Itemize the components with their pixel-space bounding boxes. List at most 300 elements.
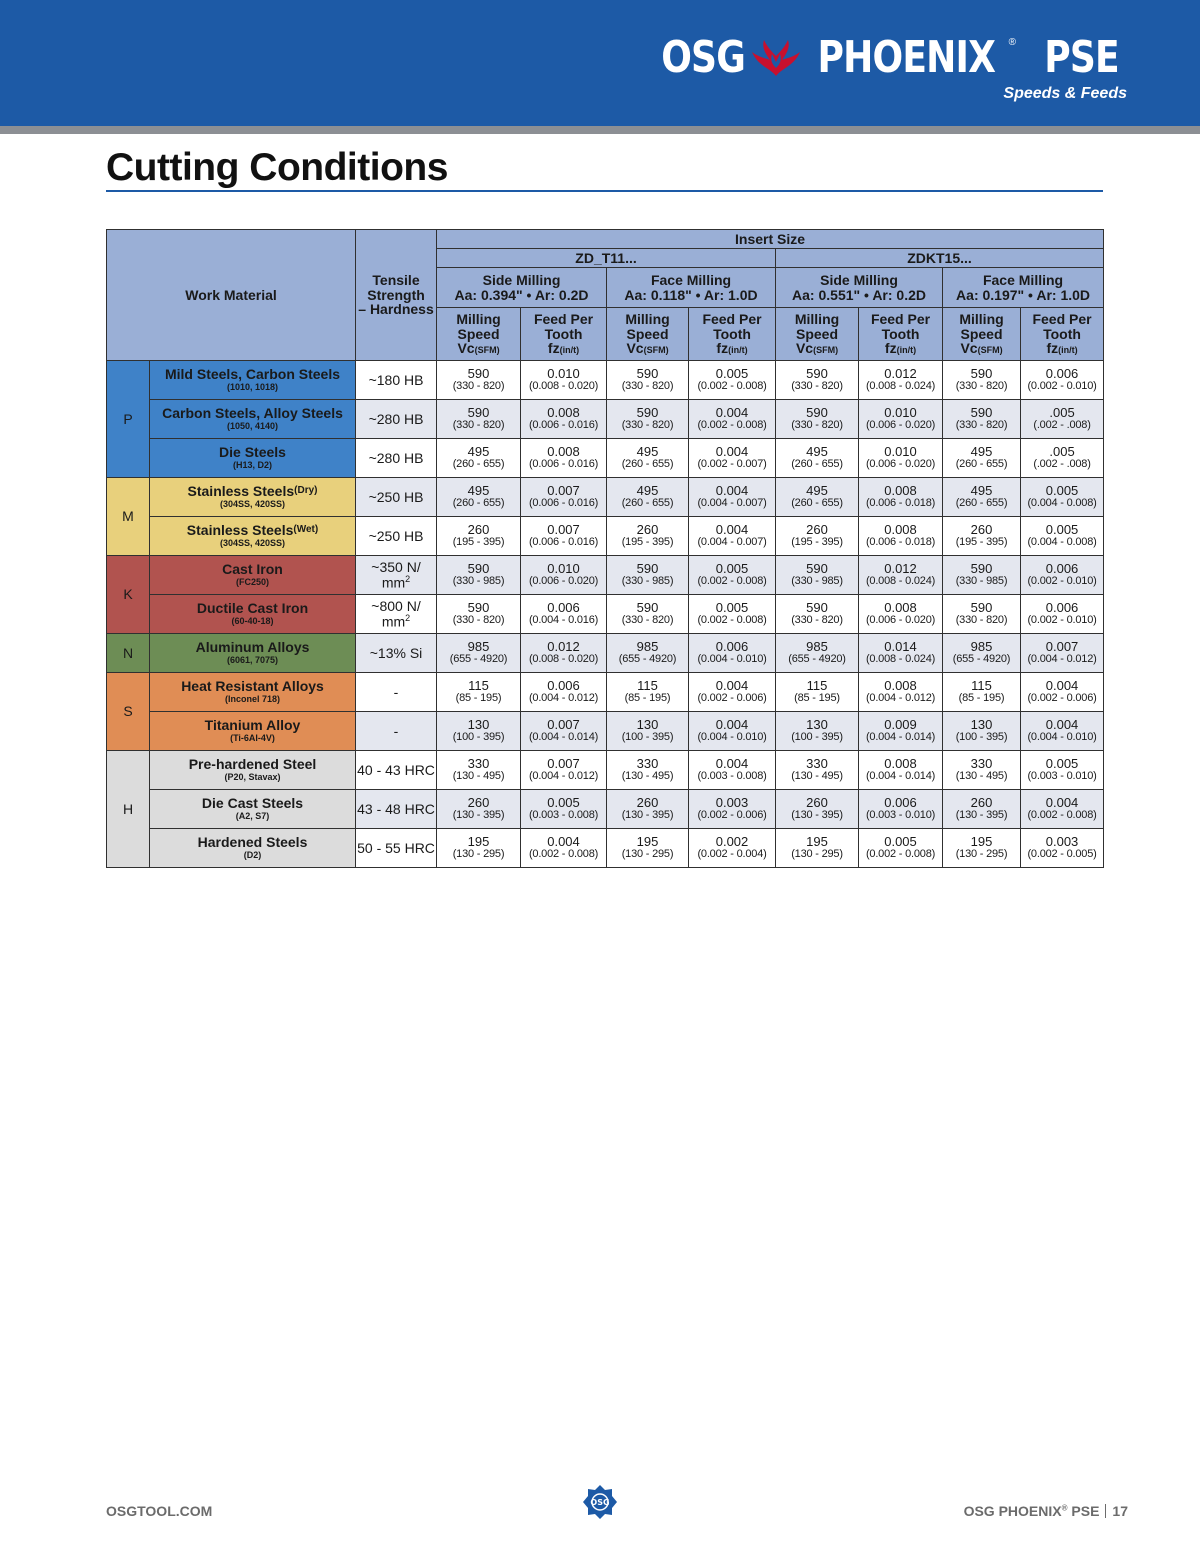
feed-per-tooth-cell [689,439,776,478]
material-cell [150,556,356,595]
recommended-value: 495 [467,444,490,460]
tensile-line: Tensile [372,271,420,288]
material-name-text: Aluminum Alloys [195,639,310,656]
value-range: (0.006 - 0.016) [528,536,599,549]
hardness-value: ~800 N/ [371,597,421,614]
milling-speed-cell [607,478,689,517]
value-range: (655 - 4920) [449,653,508,666]
feed-per-tooth-cell [521,634,607,673]
material-grades: (6061, 7075) [226,655,279,666]
column-label: Milling [794,310,840,327]
milling-speed-cell [943,595,1021,634]
recommended-value: 195 [467,834,490,850]
column-label: Feed Per [533,310,594,327]
recommended-value: 985 [636,639,659,655]
recommended-value: 0.012 [884,366,917,382]
milling-speed-cell [776,556,859,595]
phoenix-bird-icon [750,38,802,78]
material-name [150,523,355,538]
table-body [107,361,1104,868]
material-name [150,406,355,421]
value-range: (130 - 395) [791,809,843,822]
material-name-text: Ductile Cast Iron [196,600,309,617]
material-name [150,640,355,655]
milling-speed-cell [437,400,521,439]
milling-speed-cell [607,556,689,595]
recommended-value: 330 [467,756,490,772]
hardness-value: ~13% Si [369,644,423,661]
recommended-value: 590 [467,561,490,577]
value-range: (0.002 - 0.006) [697,809,767,822]
milling-speed-cell [607,517,689,556]
value-range: (0.002 - 0.010) [1027,380,1097,393]
column-label: Speed [796,325,839,342]
milling-speed-cell [437,439,521,478]
recommended-value: 115 [468,678,489,694]
feed-per-tooth-cell [521,829,607,868]
milling-speed-cell [776,439,859,478]
tagline: Speeds & Feeds [1003,85,1127,102]
value-range: (0.002 - 0.010) [1027,575,1097,588]
page-title: Cutting Conditions [106,146,448,189]
feed-per-tooth-cell [689,595,776,634]
recommended-value: 495 [636,444,659,460]
hardness-value: ~280 HB [368,410,424,427]
hardness-value: ~180 HB [368,371,424,388]
value-range: (0.002 - 0.008) [697,419,767,432]
recommended-value: 0.004 [715,756,749,772]
recommended-value: 495 [806,444,828,460]
feed-per-tooth-cell [521,478,607,517]
recommended-value: 590 [806,561,828,577]
column-label: Milling [959,310,1004,327]
recommended-value: 260 [636,522,659,538]
value-range: (130 - 395) [621,809,674,822]
milling-speed-cell [607,634,689,673]
milling-speed-cell [776,595,859,634]
material-name-text: Die Steels [219,444,286,461]
value-range: (0.006 - 0.020) [865,458,936,471]
value-range: (130 - 295) [621,848,674,861]
column-label: Feed Per [870,310,931,327]
recommended-value: 590 [636,405,659,421]
material-grades: (1050, 4140) [226,421,279,432]
recommended-value: 195 [806,834,828,850]
value-range: (195 - 395) [621,536,674,549]
feed-per-tooth-header [859,308,943,361]
material-cell [150,673,356,712]
hardness-cell [356,556,437,595]
value-range: (.002 - .008) [1033,458,1091,471]
milling-speed-cell [943,829,1021,868]
recommended-value: 0.008 [884,483,917,499]
recommended-value: 495 [970,444,993,460]
value-range: (85 - 195) [958,692,1005,705]
value-range: (0.004 - 0.010) [697,731,767,744]
value-range: (0.004 - 0.008) [1027,536,1097,549]
value-range: (130 - 495) [955,770,1008,783]
value-range: (0.004 - 0.014) [865,770,936,783]
feed-per-tooth-cell [859,712,943,751]
feed-per-tooth-cell [689,712,776,751]
hardness-value: ~250 HB [368,527,424,544]
recommended-value: 590 [636,561,659,577]
value-range: (0.003 - 0.008) [528,809,599,822]
material-name-text: Titanium Alloy [204,717,301,734]
title-rule [106,190,1103,192]
recommended-value: 0.003 [715,795,749,811]
brand-pse: PSE [1044,32,1119,83]
column-unit: (SFM) [474,345,500,356]
recommended-value: 330 [806,756,828,772]
value-range: (0.004 - 0.012) [528,770,599,783]
value-range: (655 - 4920) [618,653,677,666]
value-range: (0.006 - 0.016) [528,458,599,471]
tensile-line: Strength [367,286,425,303]
feed-per-tooth-cell [689,790,776,829]
material-name [150,562,355,577]
recommended-value: 0.002 [715,834,749,850]
recommended-value: 0.005 [547,795,580,811]
recommended-value: 0.005 [715,600,749,616]
milling-speed-cell [437,712,521,751]
recommended-value: 0.004 [1045,717,1079,733]
recommended-value: 0.008 [884,756,917,772]
column-symbol: fz [1046,340,1059,357]
milling-speed-cell [437,634,521,673]
footer-separator [1105,1504,1106,1518]
material-name [150,835,355,850]
material-name-text: Mild Steels, Carbon Steels [164,366,341,383]
operation-name: Face Milling [650,271,732,288]
recommended-value: 0.006 [1045,561,1079,577]
value-range: (85 - 195) [455,692,502,705]
tensile-strength-header [356,230,437,361]
table-row [107,790,1104,829]
material-name [150,367,355,382]
recommended-value: 0.004 [715,522,749,538]
recommended-value: 0.008 [884,678,917,694]
value-range: (0.006 - 0.018) [865,536,936,549]
feed-per-tooth-cell [1021,751,1104,790]
recommended-value: 0.008 [884,522,917,538]
feed-per-tooth-cell [1021,595,1104,634]
operation-spec: Aa: 0.394" • Ar: 0.2D [454,286,589,303]
material-name [150,796,355,811]
material-cell [150,790,356,829]
value-range: (260 - 655) [621,458,674,471]
material-name [150,484,355,499]
feed-per-tooth-cell [689,400,776,439]
recommended-value: 0.006 [1045,366,1079,382]
brand-registered-mark: ® [1008,36,1016,48]
recommended-value: 590 [970,561,993,577]
feed-per-tooth-cell [1021,634,1104,673]
recommended-value: 0.008 [547,444,580,460]
feed-per-tooth-cell [859,634,943,673]
column-unit: (SFM) [977,345,1003,356]
value-range: (0.004 - 0.007) [697,536,767,549]
value-range: (195 - 395) [452,536,505,549]
feed-per-tooth-cell [689,478,776,517]
column-unit: (in/t) [728,345,748,356]
insert-size-header: Insert Size [437,230,1104,249]
value-range: (0.003 - 0.008) [697,770,767,783]
column-symbol: Vc [960,340,978,357]
milling-speed-cell [943,790,1021,829]
material-grades: (FC250) [236,577,270,588]
iso-group-h: H [107,751,150,868]
value-range: (0.004 - 0.010) [1027,731,1097,744]
material-grades: (Ti-6Al-4V) [230,733,275,744]
feed-per-tooth-cell [859,595,943,634]
value-range: (85 - 195) [624,692,671,705]
tensile-line: – Hardness [358,301,434,318]
material-grades: (D2) [243,850,262,861]
recommended-value: 115 [971,678,992,694]
recommended-value: 0.006 [547,600,580,616]
feed-per-tooth-cell [1021,439,1104,478]
feed-per-tooth-cell [859,751,943,790]
column-label: Feed Per [1032,310,1092,327]
milling-speed-cell [437,829,521,868]
cutting-conditions-table [106,229,1104,868]
material-cell [150,439,356,478]
milling-speed-header [437,308,521,361]
column-label: Speed [960,325,1003,342]
value-range: (330 - 820) [955,419,1008,432]
feed-per-tooth-cell [859,790,943,829]
recommended-value: 130 [970,717,993,733]
recommended-value: 0.012 [884,561,917,577]
milling-speed-header [776,308,859,361]
milling-speed-cell [776,400,859,439]
recommended-value: 0.010 [547,366,580,382]
feed-per-tooth-cell [521,712,607,751]
recommended-value: 590 [806,405,828,421]
table-row [107,400,1104,439]
table-row [107,439,1104,478]
feed-per-tooth-cell [859,439,943,478]
milling-speed-cell [943,556,1021,595]
table-row [107,478,1104,517]
feed-per-tooth-cell [859,829,943,868]
material-cell [150,712,356,751]
value-range: (330 - 985) [955,575,1008,588]
material-name [150,757,355,772]
hardness-cell [356,361,437,400]
osg-logo-icon [582,1484,618,1520]
milling-speed-cell [943,400,1021,439]
operation-name: Side Milling [820,271,898,288]
value-range: (0.004 - 0.010) [697,653,767,666]
value-range: (330 - 820) [452,614,505,627]
recommended-value: 260 [636,795,659,811]
feed-per-tooth-cell [689,673,776,712]
value-range: (130 - 495) [621,770,674,783]
recommended-value: 330 [970,756,993,772]
table-row [107,595,1104,634]
column-unit: (in/t) [1058,345,1078,356]
column-symbol: Vc [795,340,814,357]
header-stripe [0,126,1200,134]
footer-website: OSGTOOL.COM [106,1503,213,1519]
feed-per-tooth-cell [1021,400,1104,439]
value-range: (330 - 985) [791,575,843,588]
value-range: (100 - 395) [452,731,505,744]
value-range: (0.002 - 0.004) [697,848,767,861]
recommended-value: 0.006 [547,678,580,694]
value-range: (330 - 820) [621,380,674,393]
value-range: (0.008 - 0.020) [528,653,599,666]
column-unit: (SFM) [643,345,669,356]
recommended-value: 195 [636,834,659,850]
material-grades: (60-40-18) [231,616,274,627]
svg-text:OSG: OSG [590,1498,610,1507]
recommended-value: 0.010 [547,561,580,577]
value-range: (330 - 820) [955,614,1008,627]
material-cell [150,517,356,556]
recommended-value: 495 [806,483,828,499]
material-condition: (Dry) [294,485,318,497]
footer-brand-page [964,1503,1128,1519]
recommended-value: 0.005 [1045,756,1079,772]
feed-per-tooth-cell [521,439,607,478]
recommended-value: 0.007 [547,483,580,499]
milling-speed-cell [437,517,521,556]
operation-header [943,268,1104,308]
milling-speed-cell [776,751,859,790]
value-range: (0.004 - 0.007) [697,497,767,510]
hardness-value: - [393,683,399,700]
column-symbol: Vc [457,340,475,357]
material-cell [150,595,356,634]
recommended-value: 0.004 [715,405,749,421]
iso-group-n: N [107,634,150,673]
recommended-value: 590 [467,366,490,382]
value-range: (330 - 820) [955,380,1008,393]
recommended-value: 0.014 [884,639,917,655]
milling-speed-header [943,308,1021,361]
operation-header [607,268,776,308]
milling-speed-cell [776,361,859,400]
material-name-text: Hardened Steels [197,834,308,851]
table-row [107,829,1104,868]
feed-per-tooth-cell [1021,829,1104,868]
operation-name: Face Milling [982,271,1064,288]
recommended-value: 590 [636,366,659,382]
material-grades: (304SS, 420SS) [219,538,286,549]
column-label: Speed [457,325,500,342]
table-row [107,517,1104,556]
milling-speed-cell [607,751,689,790]
value-range: (195 - 395) [791,536,843,549]
milling-speed-cell [776,634,859,673]
material-name-text: Stainless Steels [187,483,295,500]
recommended-value: 0.004 [715,717,749,733]
value-range: (330 - 820) [791,614,843,627]
column-label: Milling [456,310,501,327]
table-row [107,361,1104,400]
material-name-text: Cast Iron [222,561,283,578]
recommended-value: 0.007 [1045,639,1079,655]
iso-group-k: K [107,556,150,634]
value-range: (0.008 - 0.024) [865,380,936,393]
milling-speed-cell [943,478,1021,517]
value-range: (260 - 655) [452,497,505,510]
brand-phoenix: PHOENIX [817,32,996,83]
recommended-value: 0.004 [1045,795,1079,811]
milling-speed-cell [943,517,1021,556]
material-condition: (Wet) [293,524,319,536]
recommended-value: 0.007 [547,522,580,538]
value-range: (0.006 - 0.016) [528,419,599,432]
recommended-value: 260 [467,795,490,811]
material-cell [150,361,356,400]
recommended-value: 590 [970,600,993,616]
recommended-value: 260 [970,795,993,811]
feed-per-tooth-cell [1021,556,1104,595]
milling-speed-cell [607,400,689,439]
hardness-cell [356,790,437,829]
value-range: (0.002 - 0.005) [1027,848,1097,861]
recommended-value: .005 [1049,405,1075,421]
recommended-value: 0.003 [1045,834,1079,850]
recommended-value: 0.008 [884,600,917,616]
operation-spec: Aa: 0.551" • Ar: 0.2D [792,286,926,303]
milling-speed-cell [437,751,521,790]
value-range: (0.002 - 0.008) [697,614,767,627]
recommended-value: 0.004 [1045,678,1079,694]
recommended-value: 590 [806,600,828,616]
recommended-value: 0.005 [884,834,917,850]
operation-header [437,268,607,308]
value-range: (0.002 - 0.007) [697,458,767,471]
value-range: (260 - 655) [955,497,1008,510]
feed-per-tooth-cell [689,517,776,556]
value-range: (0.004 - 0.008) [1027,497,1097,510]
feed-per-tooth-cell [859,556,943,595]
recommended-value: 985 [467,639,490,655]
table-row [107,634,1104,673]
feed-per-tooth-cell [859,478,943,517]
brand-osg: OSG [660,32,745,83]
value-range: (130 - 295) [452,848,505,861]
hardness-cell [356,595,437,634]
iso-group-s: S [107,673,150,751]
milling-speed-cell [607,673,689,712]
feed-per-tooth-cell [1021,361,1104,400]
column-label: Tooth [1043,325,1081,342]
value-range: (260 - 655) [791,458,843,471]
hardness-value: - [393,722,399,739]
recommended-value: 115 [637,678,658,694]
recommended-value: 260 [806,522,828,538]
milling-speed-cell [437,361,521,400]
recommended-value: 590 [806,366,828,382]
value-range: (0.006 - 0.020) [528,575,599,588]
recommended-value: 590 [970,405,993,421]
milling-speed-cell [943,673,1021,712]
milling-speed-cell [776,673,859,712]
value-range: (0.004 - 0.014) [865,731,936,744]
hardness-value: ~280 HB [368,449,424,466]
value-range: (0.002 - 0.008) [865,848,936,861]
recommended-value: 590 [467,600,490,616]
hardness-value: ~250 HB [368,488,424,505]
recommended-value: 0.006 [1045,600,1079,616]
value-range: (0.004 - 0.012) [1027,653,1097,666]
